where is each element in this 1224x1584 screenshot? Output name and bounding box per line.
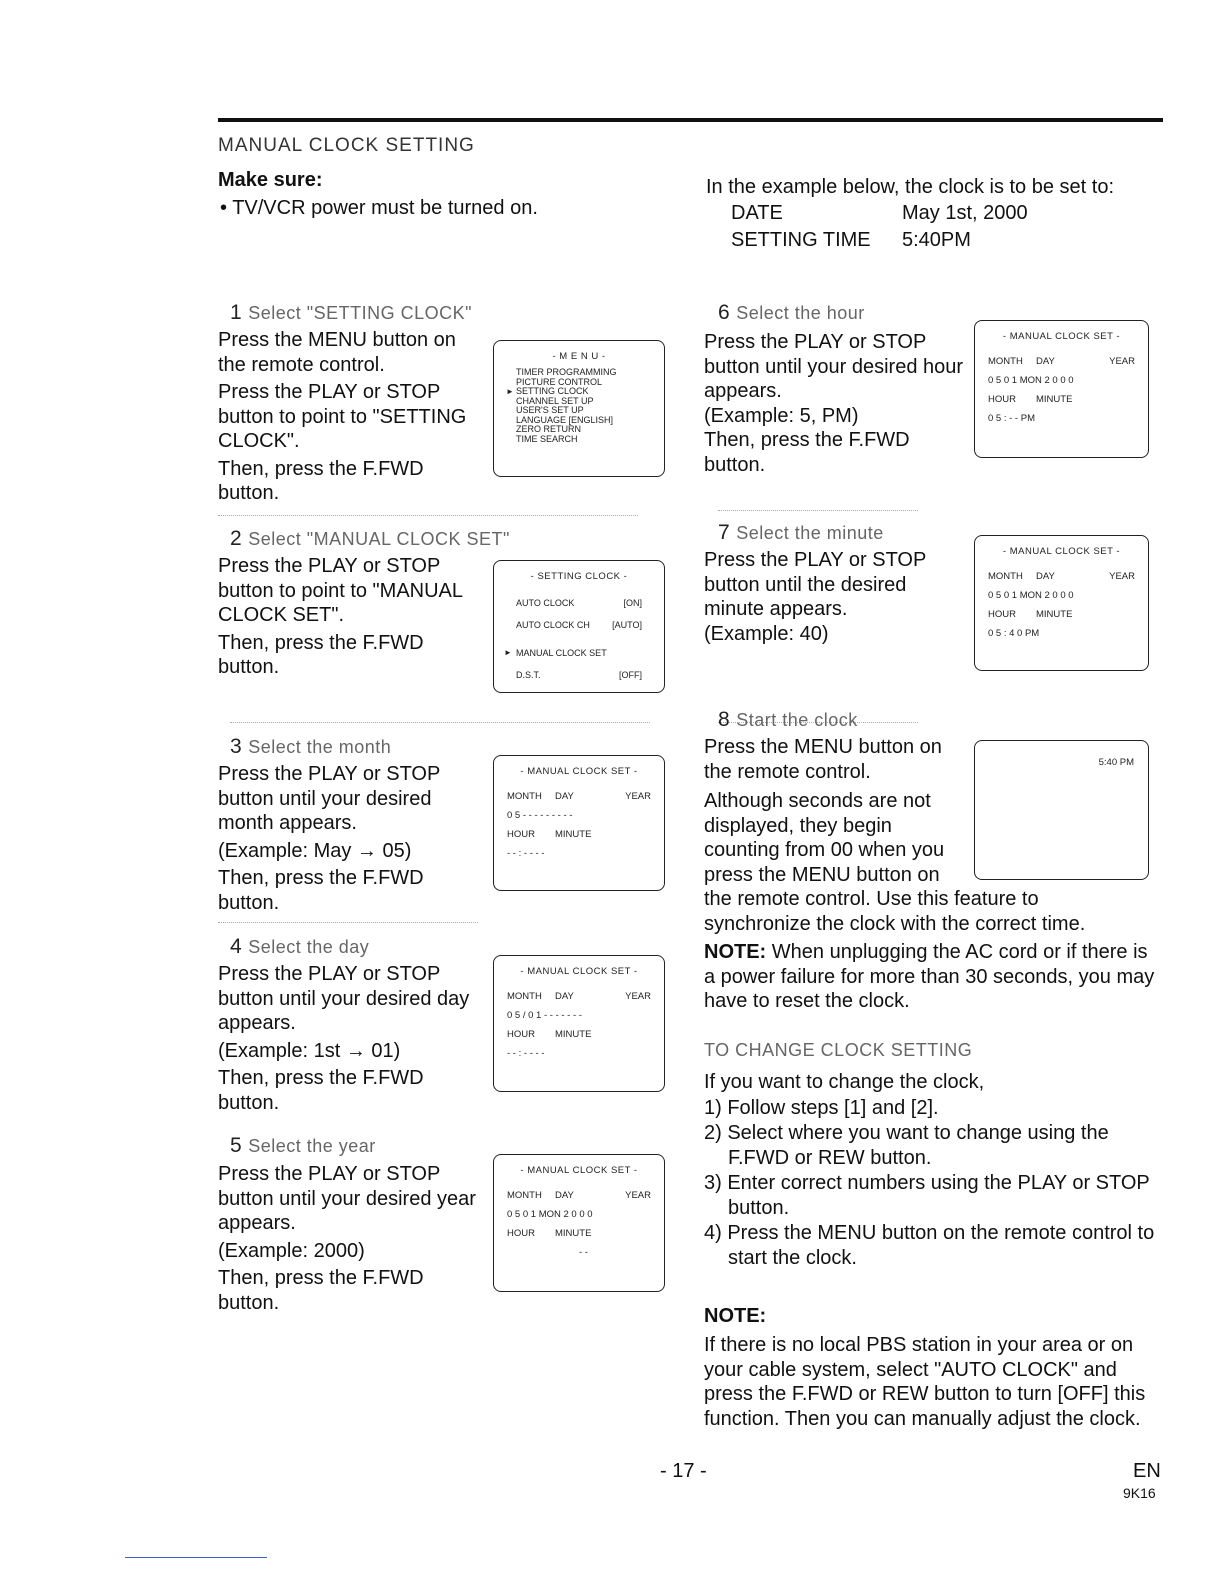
manual-clock-screen-year [493, 1154, 665, 1292]
screen-header: - MANUAL CLOCK SET - [520, 966, 638, 977]
date-header-row [494, 991, 664, 1002]
setting-row [494, 598, 664, 608]
date-value-row: 0 5 0 1 MON 2 0 0 0 [988, 375, 1074, 386]
step-line: Then, press the F.FWD [704, 429, 910, 451]
step-line: button. [218, 482, 280, 504]
day-label: DAY [555, 1190, 574, 1201]
step-line: (Example: 1st → 01) [218, 1039, 401, 1062]
screen-header: - MANUAL CLOCK SET - [1002, 546, 1121, 557]
step-8-title [718, 708, 858, 732]
month-label: MONTH [507, 1190, 542, 1201]
manual-clock-screen-hour [974, 320, 1149, 458]
step-line: CLOCK". [218, 430, 300, 452]
screen-header: - MANUAL CLOCK SET - [1002, 331, 1121, 342]
change-clock-title: TO CHANGE CLOCK SETTING [704, 1040, 973, 1060]
year-label: YEAR [625, 991, 651, 1002]
minute-label: MINUTE [555, 829, 592, 840]
minute-label: MINUTE [555, 1228, 592, 1239]
step-line: Press the PLAY or STOP [704, 331, 927, 353]
step-line: month appears. [218, 812, 357, 834]
menu-list [494, 368, 664, 444]
clock-display-screen [974, 740, 1149, 880]
hour-label: HOUR [507, 1029, 535, 1040]
list-item: 1) Follow steps [1] and [2]. [704, 1096, 939, 1119]
note-1 [704, 940, 1164, 1014]
step-line: Press the PLAY or STOP [218, 1163, 441, 1185]
make-sure-heading: Make sure: [218, 169, 323, 191]
step-line: button. [218, 656, 280, 678]
setting-row [494, 620, 664, 630]
separator [218, 515, 638, 517]
screen-header: - MANUAL CLOCK SET - [520, 766, 638, 777]
list-item: 3) Enter correct numbers using the PLAY or STOP button. [704, 1172, 1150, 1219]
step-line: synchronize the clock with the correct time. [704, 912, 1086, 935]
time-value-row: - - [579, 1247, 588, 1258]
date-header-row [975, 356, 1148, 367]
step-5-title [230, 1134, 376, 1158]
note-label: NOTE: [704, 941, 767, 963]
month-label: MONTH [988, 571, 1023, 582]
step-1-body [218, 328, 493, 506]
setting-value: [ON] [623, 598, 642, 608]
step-7-body [704, 548, 976, 646]
setting-row [494, 670, 664, 680]
minute-label: MINUTE [555, 1029, 592, 1040]
screen-header: - SETTING CLOCK - [530, 571, 628, 582]
step-line: button until your desired [218, 787, 432, 810]
date-header-row [975, 571, 1148, 582]
step-number: 4 [230, 935, 243, 958]
step-line: Then, press the F.FWD [218, 457, 424, 480]
manual-clock-screen-day [493, 955, 665, 1092]
page-number: - 17 - [660, 1460, 707, 1482]
make-sure-bullet: • TV/VCR power must be turned on. [220, 197, 538, 219]
menu-item: LANGUAGE [ENGLISH] [516, 414, 614, 425]
step-number: 8 [718, 708, 731, 731]
time-header-row [975, 394, 1148, 405]
step-line: appears. [218, 1212, 296, 1234]
example-time-value: 5:40PM [902, 229, 971, 251]
step-line: counting from 00 when you [704, 839, 945, 861]
step-2-title [230, 527, 510, 551]
step-number: 3 [230, 735, 243, 758]
step-6-body [704, 330, 976, 477]
separator [230, 722, 650, 724]
time-value-row: - - : - - - - [507, 848, 545, 859]
screen-header: - M E N U - [552, 351, 606, 362]
step-title-text: Select the year [248, 1136, 376, 1156]
step-number: 7 [718, 521, 731, 544]
change-intro: If you want to change the clock, [704, 1071, 985, 1093]
step-line: button. [218, 891, 280, 914]
menu-item: TIME SEARCH [516, 433, 578, 444]
date-value-row: 0 5 / 0 1 - - - - - - - [507, 1010, 582, 1021]
step-line: (Example: 2000) [218, 1239, 365, 1262]
separator [218, 922, 478, 924]
step-line: press the MENU button on [704, 863, 940, 886]
day-label: DAY [555, 991, 574, 1002]
step-line: Press the MENU button on [218, 329, 456, 351]
step-number: 5 [230, 1134, 243, 1157]
day-label: DAY [1036, 571, 1055, 582]
step-3-body [218, 762, 493, 915]
date-value-row: 0 5 0 1 MON 2 0 0 0 [507, 1209, 593, 1220]
date-value-row: 0 5 - - - - - - - - - [507, 810, 573, 821]
step-line: button. [704, 453, 766, 476]
step-title-text: Select "MANUAL CLOCK SET" [248, 529, 510, 549]
step-line: button until your desired year [218, 1187, 476, 1210]
step-title-text: Select the month [248, 737, 392, 757]
year-label: YEAR [625, 791, 651, 802]
model-code: 9K16 [1123, 1485, 1156, 1501]
step-number: 6 [718, 301, 731, 324]
time-value-row: 0 5 : 4 0 PM [988, 628, 1040, 639]
step-line: Press the MENU button on [704, 736, 942, 758]
step-line: Press the PLAY or STOP [218, 963, 441, 985]
step-title-text: Select the day [248, 937, 370, 957]
step-line: Press the PLAY or STOP [218, 555, 441, 577]
step-line: button until your desired day [218, 987, 470, 1010]
menu-item: ZERO RETURN [516, 424, 581, 434]
step-line: the remote control. [704, 760, 871, 783]
step-line: the remote control. [218, 353, 385, 376]
step-line: displayed, they begin [704, 814, 892, 837]
step-line: Although seconds are not [704, 790, 931, 812]
menu-item: USER'S SET UP [516, 405, 584, 415]
menu-screen [493, 340, 665, 477]
list-item: 4) Press the MENU button on the remote control to start the clock. [704, 1222, 1155, 1269]
step-4-body [218, 962, 493, 1115]
step-line: CLOCK SET". [218, 604, 345, 626]
list-item: 2) Select where you want to change using the F.FWD or REW button. [704, 1122, 1109, 1169]
step-6-title [718, 301, 865, 325]
step-title-text: Start the clock [736, 710, 858, 730]
bottom-blue-line [125, 1557, 267, 1558]
separator [718, 510, 918, 512]
step-line: Press the PLAY or STOP [218, 763, 441, 785]
step-line: button. [218, 1091, 280, 1114]
date-header-row [494, 791, 664, 802]
step-line: button. [218, 1291, 280, 1314]
step-line: button until the desired [704, 573, 907, 596]
change-clock-body [704, 1070, 1164, 1270]
minute-label: MINUTE [1036, 394, 1073, 405]
step-line: Press the PLAY or STOP [704, 549, 927, 571]
menu-item: TIMER PROGRAMMING [516, 367, 617, 377]
note-2-label: NOTE: [704, 1305, 767, 1327]
step-title-text: Select "SETTING CLOCK" [248, 303, 473, 323]
hour-label: HOUR [988, 394, 1016, 405]
year-label: YEAR [1109, 356, 1135, 367]
step-title-text: Select the hour [736, 303, 865, 323]
step-4-title [230, 935, 369, 959]
example-date-value: May 1st, 2000 [902, 202, 1028, 224]
step-1-title [230, 301, 472, 325]
example-intro: In the example below, the clock is to be set to: [706, 176, 1115, 198]
step-line: Press the PLAY or STOP [218, 381, 441, 403]
step-number: 2 [230, 527, 243, 550]
step-7-title [718, 521, 884, 545]
day-label: DAY [1036, 356, 1055, 367]
step-line: button to point to "MANUAL [218, 579, 464, 602]
time-header-row [494, 829, 664, 840]
menu-item-selected: ► SETTING CLOCK [516, 387, 664, 397]
time-header-row [975, 609, 1148, 620]
time-header-row [494, 1228, 664, 1239]
month-label: MONTH [988, 356, 1023, 367]
manual-clock-screen-minute [974, 535, 1149, 671]
language-code: EN [1133, 1460, 1161, 1482]
time-value-row: - - : - - - - [507, 1048, 545, 1059]
step-line: the remote control. Use this feature to [704, 888, 1039, 910]
step-line: minute appears. [704, 598, 848, 620]
note-2-text: If there is no local PBS station in your area or on your cable system, select "AUTO CLOCK" and press the F.FWD or REW button to turn [OFF] this function. Then you can manually adjust the clock. [704, 1334, 1146, 1430]
date-value-row: 0 5 0 1 MON 2 0 0 0 [988, 590, 1074, 601]
step-line: Then, press the F.FWD [218, 1267, 424, 1289]
time-value-row: 0 5 : - - PM [988, 413, 1035, 424]
step-number: 1 [230, 301, 243, 324]
clock-display: 5:40 PM [1098, 757, 1134, 768]
menu-item: CHANNEL SET UP [516, 395, 594, 406]
year-label: YEAR [625, 1190, 651, 1201]
step-3-title [230, 735, 391, 759]
year-label: YEAR [1109, 571, 1135, 582]
month-label: MONTH [507, 791, 542, 802]
top-rule [218, 118, 1163, 122]
step-line: button until your desired hour [704, 355, 964, 378]
setting-value: [AUTO] [612, 620, 642, 630]
step-line: (Example: 5, PM) [704, 404, 859, 427]
setting-label: ► MANUAL CLOCK SET [516, 648, 607, 658]
step-line: Then, press the F.FWD [218, 867, 424, 889]
hour-label: HOUR [988, 609, 1016, 620]
example-time-label: SETTING TIME [731, 229, 871, 251]
minute-label: MINUTE [1036, 609, 1073, 620]
setting-row-selected [494, 648, 664, 658]
section-title: MANUAL CLOCK SETTING [218, 135, 475, 156]
step-line: appears. [218, 1012, 296, 1034]
step-line: Then, press the F.FWD [218, 1067, 424, 1089]
note-text: When unplugging the AC cord or if there is a power failure for more than 30 seconds, you may have to reset the clock. [704, 941, 1155, 1012]
step-line: (Example: May → 05) [218, 839, 412, 862]
setting-label: D.S.T. [516, 670, 541, 680]
time-header-row [494, 1029, 664, 1040]
change-steps-list [704, 1096, 1164, 1271]
setting-label: AUTO CLOCK [516, 598, 575, 608]
setting-label: AUTO CLOCK CH [516, 620, 590, 630]
screen-header: - MANUAL CLOCK SET - [520, 1165, 638, 1176]
step-line: appears. [704, 380, 782, 402]
step-line: button to point to "SETTING [218, 405, 467, 428]
step-5-body [218, 1162, 493, 1315]
menu-item: PICTURE CONTROL [516, 376, 603, 387]
manual-clock-screen-month [493, 755, 665, 891]
step-title-text: Select the minute [736, 523, 884, 543]
example-date-label: DATE [731, 202, 783, 224]
step-2-body [218, 554, 493, 680]
month-label: MONTH [507, 991, 542, 1002]
hour-label: HOUR [507, 1228, 535, 1239]
date-header-row [494, 1190, 664, 1201]
setting-value: [OFF] [619, 670, 642, 680]
hour-label: HOUR [507, 829, 535, 840]
step-line: Then, press the F.FWD [218, 631, 424, 654]
day-label: DAY [555, 791, 574, 802]
setting-clock-screen [493, 560, 665, 693]
step-line: (Example: 40) [704, 622, 829, 645]
